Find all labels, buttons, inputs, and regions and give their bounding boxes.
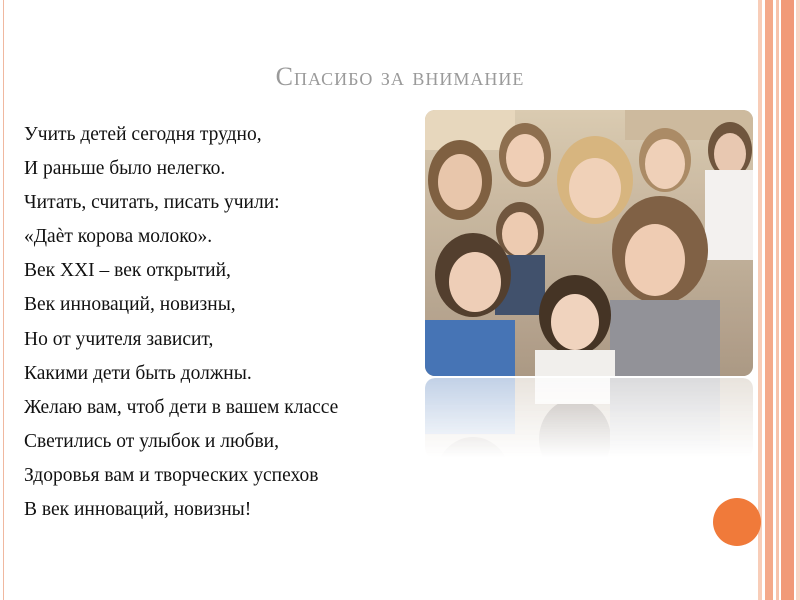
poem-line: Учить детей сегодня трудно, — [24, 124, 262, 145]
poem-line: «Даѐт корова молоко». — [24, 226, 213, 248]
poem-line: Читать, считать, писать учили: — [24, 192, 280, 214]
poem-line: Век инноваций, новизны, — [24, 294, 236, 316]
poem-line: Здоровья вам и творческих успехов — [24, 464, 319, 486]
poem-line: Век XXI – век открытий, — [24, 260, 231, 282]
poem-line: Светились от улыбок и любви, — [24, 430, 279, 452]
poem-line: Желаю вам, чтоб дети в вашем классе — [24, 396, 339, 418]
poem-line: В век инноваций, новизны! — [24, 499, 252, 521]
photo-reflection — [425, 378, 753, 458]
slide-title: Спасибо за внимание — [275, 62, 525, 91]
poem-line: И раньше было нелегко. — [24, 158, 226, 180]
poem-text — [24, 118, 444, 527]
class-group-photo — [425, 110, 753, 376]
orange-circle-ornament — [713, 498, 761, 546]
poem-line: Какими дети быть должны. — [24, 362, 252, 384]
poem-line: Но от учителя зависит, — [24, 328, 214, 350]
